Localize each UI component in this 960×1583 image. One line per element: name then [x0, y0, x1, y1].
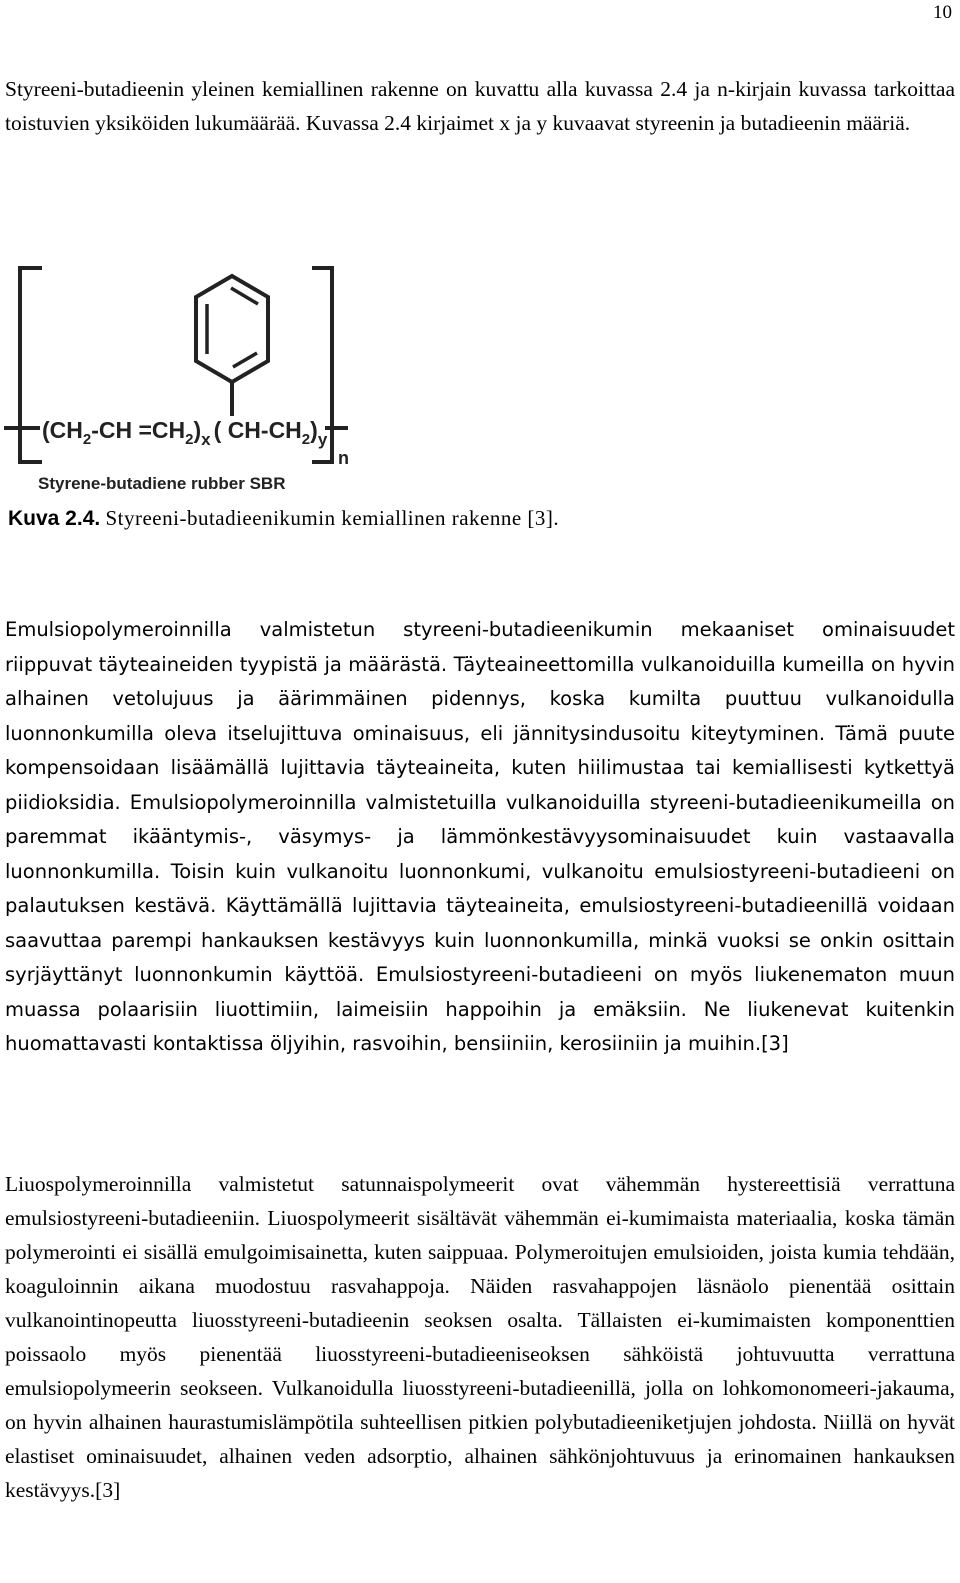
left-bracket — [20, 268, 42, 462]
benzene-ring — [196, 276, 268, 382]
formula-close1: ) — [193, 417, 202, 443]
paragraph-emulsion: Emulsiopolymeroinnilla valmistetun styreeni-butadieenikumin mekaaniset ominaisuudet riippuvat täyteaineiden tyypistä ja määrästä. Täyteaineettomilla vulkanoiduilla kumeilla on hyvin alhainen vetolujuus ja äärimmäinen pidennys, koska kumilta puuttuu vulkanoidulla luonnonkumilla oleva itselujittuva ominaisuus, eli jännitysindusoitu kiteytyminen. Tämä puute kompensoidaan lisäämällä lujittavia täyteaineita, kuten hiilimustaa tai kemiallisesti kytkettyä piidioksidia. Emulsiopolymeroinnilla valmistetuilla vulkanoiduilla styreeni-butadieenikumeilla on paremmat ikääntymis-, väsymys- ja lämmönkestävyysominaisuudet kuin vastaavalla luonnonkumilla. Toisin kuin vulkanoitu luonnonkumi, vulkanoitu emulsiostyreeni-butadieeni on palautuksen kestävä. Käyttämällä lujittavia täyteaineita, emulsiostyreeni-butadieenillä voidaan saavuttaa parempi hankauksen kestävyys kuin luonnonkumilla, minkä vuoksi se onkin osittain syrjäyttänyt luonnonkumin käyttöä. Emulsiostyreeni-butadieeni on myös liukenematon muun muassa polaarisiin liuottimiin, laimeisiin happoihin ja emäksiin. Ne liukenevat kuitenkin huomattavasti kontaktissa öljyihin, rasvoihin, bensiiniin, kerosiiniin ja muihin.[3] — [5, 618, 955, 1055]
page-number: 10 — [933, 2, 952, 23]
formula-sub3: 2 — [301, 431, 311, 448]
formula-x: x — [201, 430, 211, 449]
formula-sub2: 2 — [185, 431, 194, 448]
formula-sub1: 2 — [82, 431, 92, 448]
caption-text: Styreeni-butadieenikumin kemiallinen rakenne [3]. — [105, 506, 560, 530]
caption-label: Kuva 2.4. — [8, 507, 101, 530]
sbr-structure-figure — [0, 258, 360, 503]
formula-mid1: -CH =CH — [91, 417, 186, 443]
paragraph-solution: Liuospolymeroinnilla valmistetut satunnaispolymeerit ovat vähemmän hystereettisiä verrattuna emulsiostyreeni-butadieeniin. Liuospolymeerit sisältävät vähemmän ei-kumimaista materiaalia, koska tämän polymerointi ei sisällä emulgoimisainetta, kuten saippuaa. Polymeroitujen emulsioiden, joista kumia tehdään, koaguloinnin aikana muodostuu rasvahappoja. Näiden rasvahappojen läsnäolo pienentää osittain vulkanointinopeutta liuosstyreeni-butadieenin seoksen osalta. Tällaisten ei-kumimaisten komponenttien poissaolo myös pienentää liuosstyreeni-butadieeniseoksen sähköistä johtuvuutta verrattuna emulsiopolymeerin seokseen. Vulkanoidulla liuosstyreeni-butadieenillä, jolla on lohkomonomeeri-jakauma, on hyvin alhainen haurastumislämpötila suhteellisen pitkien polybutadieeniketjujen johdosta. Niillä on hyvät elastiset ominaisuudet, alhainen veden adsorptio, alhainen sähkönjohtuvuus ja erinomainen hankauksen kestävyys.[3] — [5, 1172, 955, 1502]
intro-paragraph: Styreeni-butadieenin yleinen kemiallinen rakenne on kuvattu alla kuvassa 2.4 ja n-kirjain kuvassa tarkoittaa toistuvien yksiköiden lukumäärää. Kuvassa 2.4 kirjaimet x ja y kuvaavat styreenin ja butadieenin määriä. — [5, 77, 955, 135]
figure-caption — [8, 506, 559, 531]
formula-open2: ( CH-CH — [213, 417, 302, 443]
svg-text:(CH2-CH =CH2)x( CH-CH2)y — [42, 417, 328, 449]
formula-open1: (CH — [42, 417, 83, 443]
formula-close2: ) — [310, 417, 318, 443]
formula-n: n — [338, 448, 349, 468]
figure-label: Styrene-butadiene rubber SBR — [38, 474, 286, 493]
formula-y: y — [317, 430, 328, 449]
